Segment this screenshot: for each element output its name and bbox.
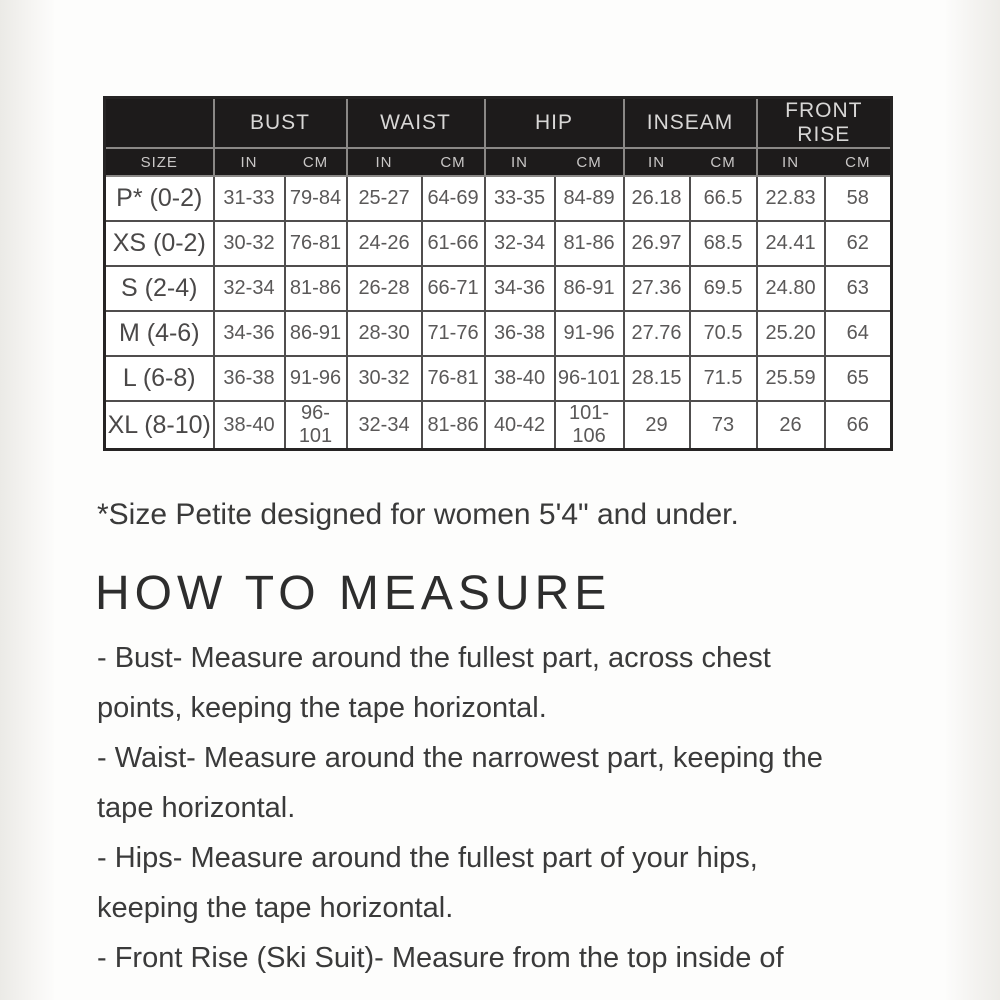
size-cell: XL (8-10) xyxy=(105,401,214,450)
cell-bust-cm: 76-81 xyxy=(285,221,347,266)
cell-front-rise-in: 24.41 xyxy=(757,221,825,266)
cell-front-rise-cm: 63 xyxy=(825,266,892,311)
cell-front-rise-in: 24.80 xyxy=(757,266,825,311)
hips-instruction-line: keeping the tape horizontal. xyxy=(97,892,454,924)
cell-waist-cm: 61-66 xyxy=(422,221,485,266)
cell-waist-in: 30-32 xyxy=(347,356,422,401)
cell-hip-in: 38-40 xyxy=(485,356,555,401)
cell-front-rise-cm: 66 xyxy=(825,401,892,450)
cell-inseam-cm: 69.5 xyxy=(690,266,757,311)
waist-instruction-line: - Waist- Measure around the narrowest part, keeping the xyxy=(97,742,823,774)
bust-instruction-line: - Bust- Measure around the fullest part, across chest xyxy=(97,642,771,674)
cell-bust-cm: 81-86 xyxy=(285,266,347,311)
cell-waist-cm: 71-76 xyxy=(422,311,485,356)
cell-inseam-in: 26.18 xyxy=(624,176,690,221)
cell-waist-in: 28-30 xyxy=(347,311,422,356)
size-cell: S (2-4) xyxy=(105,266,214,311)
cell-inseam-in: 28.15 xyxy=(624,356,690,401)
column-group-front-rise: FRONT RISE xyxy=(757,98,892,149)
measure-instructions xyxy=(97,633,942,983)
hips-instruction-line: - Hips- Measure around the fullest part of your hips, xyxy=(97,842,758,874)
unit-header-row xyxy=(105,148,892,176)
unit-label-cm: CM xyxy=(285,148,347,176)
cell-hip-in: 36-38 xyxy=(485,311,555,356)
cell-inseam-cm: 66.5 xyxy=(690,176,757,221)
corner-cell xyxy=(105,98,214,149)
petite-size-note: *Size Petite designed for women 5'4" and under. xyxy=(97,498,739,531)
cell-hip-cm: 84-89 xyxy=(555,176,624,221)
cell-bust-in: 30-32 xyxy=(214,221,285,266)
size-chart-table xyxy=(103,96,893,451)
cell-front-rise-in: 25.20 xyxy=(757,311,825,356)
cell-hip-cm: 96-101 xyxy=(555,356,624,401)
unit-label-in: IN xyxy=(347,148,422,176)
cell-bust-in: 31-33 xyxy=(214,176,285,221)
bust-instruction-line: points, keeping the tape horizontal. xyxy=(97,692,547,724)
size-column-header: SIZE xyxy=(105,148,214,176)
cell-hip-cm: 91-96 xyxy=(555,311,624,356)
cell-hip-in: 33-35 xyxy=(485,176,555,221)
table-row-xl xyxy=(105,401,892,450)
cell-bust-cm: 96-101 xyxy=(285,401,347,450)
cell-hip-in: 40-42 xyxy=(485,401,555,450)
table-row-s xyxy=(105,266,892,311)
size-cell: P* (0-2) xyxy=(105,176,214,221)
column-group-bust: BUST xyxy=(214,98,347,149)
unit-label-in: IN xyxy=(624,148,690,176)
cell-bust-in: 38-40 xyxy=(214,401,285,450)
front-rise-instruction-line: - Front Rise (Ski Suit)- Measure from the top inside of xyxy=(97,942,784,974)
cell-front-rise-cm: 64 xyxy=(825,311,892,356)
table-row-l xyxy=(105,356,892,401)
cell-waist-in: 25-27 xyxy=(347,176,422,221)
cell-inseam-in: 27.36 xyxy=(624,266,690,311)
unit-label-in: IN xyxy=(214,148,285,176)
photo-edge-left xyxy=(0,0,54,1000)
waist-instruction-line: tape horizontal. xyxy=(97,792,296,824)
unit-label-in: IN xyxy=(485,148,555,176)
cell-hip-cm: 81-86 xyxy=(555,221,624,266)
cell-hip-in: 34-36 xyxy=(485,266,555,311)
cell-inseam-in: 27.76 xyxy=(624,311,690,356)
unit-label-cm: CM xyxy=(555,148,624,176)
table-row-petite xyxy=(105,176,892,221)
cell-bust-cm: 91-96 xyxy=(285,356,347,401)
cell-waist-cm: 81-86 xyxy=(422,401,485,450)
cell-hip-cm: 86-91 xyxy=(555,266,624,311)
size-cell: L (6-8) xyxy=(105,356,214,401)
cell-hip-in: 32-34 xyxy=(485,221,555,266)
cell-bust-in: 34-36 xyxy=(214,311,285,356)
cell-inseam-cm: 70.5 xyxy=(690,311,757,356)
group-header-row xyxy=(105,98,892,149)
cell-front-rise-cm: 58 xyxy=(825,176,892,221)
size-cell: XS (0-2) xyxy=(105,221,214,266)
cell-hip-cm: 101-106 xyxy=(555,401,624,450)
unit-label-cm: CM xyxy=(690,148,757,176)
cell-waist-cm: 64-69 xyxy=(422,176,485,221)
cell-inseam-in: 26.97 xyxy=(624,221,690,266)
cell-inseam-cm: 73 xyxy=(690,401,757,450)
how-to-measure-title: HOW TO MEASURE xyxy=(95,567,612,620)
cell-waist-in: 24-26 xyxy=(347,221,422,266)
cell-inseam-in: 29 xyxy=(624,401,690,450)
cell-bust-cm: 86-91 xyxy=(285,311,347,356)
cell-waist-in: 32-34 xyxy=(347,401,422,450)
column-group-inseam: INSEAM xyxy=(624,98,757,149)
cell-bust-in: 36-38 xyxy=(214,356,285,401)
cell-front-rise-in: 26 xyxy=(757,401,825,450)
cell-inseam-cm: 68.5 xyxy=(690,221,757,266)
table-row-m xyxy=(105,311,892,356)
cell-inseam-cm: 71.5 xyxy=(690,356,757,401)
cell-front-rise-in: 22.83 xyxy=(757,176,825,221)
size-cell: M (4-6) xyxy=(105,311,214,356)
unit-label-in: IN xyxy=(757,148,825,176)
column-group-waist: WAIST xyxy=(347,98,485,149)
cell-front-rise-cm: 62 xyxy=(825,221,892,266)
cell-waist-cm: 66-71 xyxy=(422,266,485,311)
column-group-hip: HIP xyxy=(485,98,624,149)
cell-bust-in: 32-34 xyxy=(214,266,285,311)
cell-front-rise-cm: 65 xyxy=(825,356,892,401)
unit-label-cm: CM xyxy=(825,148,892,176)
cell-bust-cm: 79-84 xyxy=(285,176,347,221)
unit-label-cm: CM xyxy=(422,148,485,176)
table-row-xs xyxy=(105,221,892,266)
cell-waist-in: 26-28 xyxy=(347,266,422,311)
cell-waist-cm: 76-81 xyxy=(422,356,485,401)
cell-front-rise-in: 25.59 xyxy=(757,356,825,401)
